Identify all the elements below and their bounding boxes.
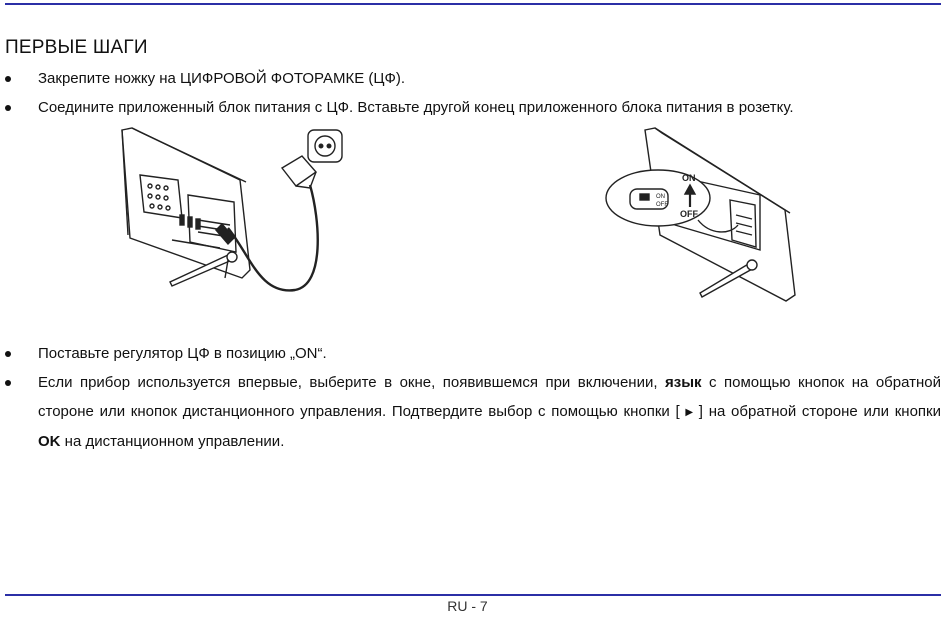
step-text: на дистанционном управлении. [60,433,285,450]
badge-on-text: ON [682,173,696,183]
page-heading: ПЕРВЫЕ ШАГИ [5,37,148,58]
step-text: ] на обратной стороне или кнопки [693,403,941,420]
badge-off-text: OFF [680,209,698,219]
steps-bottom-list [0,339,950,456]
bullet-icon [5,76,11,82]
bullet-icon [5,105,11,111]
list-item [0,64,950,93]
language-keyword: язык [665,374,702,391]
switch-on-text: ON [656,194,665,200]
power-connection-illustration [110,120,360,305]
power-switch-illustration [600,125,810,305]
switch-off-text: OFF [656,202,668,208]
page-number: RU - 7 [447,598,488,614]
list-item [0,93,950,122]
step-text: Поставьте регулятор ЦФ в позицию „ON“. [38,345,327,362]
right-arrow-icon: ▶ [685,407,694,418]
list-item [0,339,950,368]
bottom-rule [5,594,941,596]
bullet-icon [5,351,11,357]
ok-keyword: OK [38,433,61,450]
bullet-icon [5,380,11,386]
wall-socket-icon [308,130,342,162]
steps-top-list [0,64,950,122]
step-text: с помощью кнопок на обратной стороне или кнопок дистанционного управления. Подтвердите выбор с помощью кнопки [ [38,374,941,420]
top-rule [5,3,941,5]
step-text: Соедините приложенный блок питания с ЦФ. Вставьте другой конец приложенного блока питания в розетку. [38,99,794,116]
list-item [0,368,941,456]
step-text: Закрепите ножку на ЦИФРОВОЙ ФОТОРАМКЕ (ЦФ). [38,70,406,87]
step-text: Если прибор используется впервые, выберите в окне, появившемся при включении, [38,374,665,391]
